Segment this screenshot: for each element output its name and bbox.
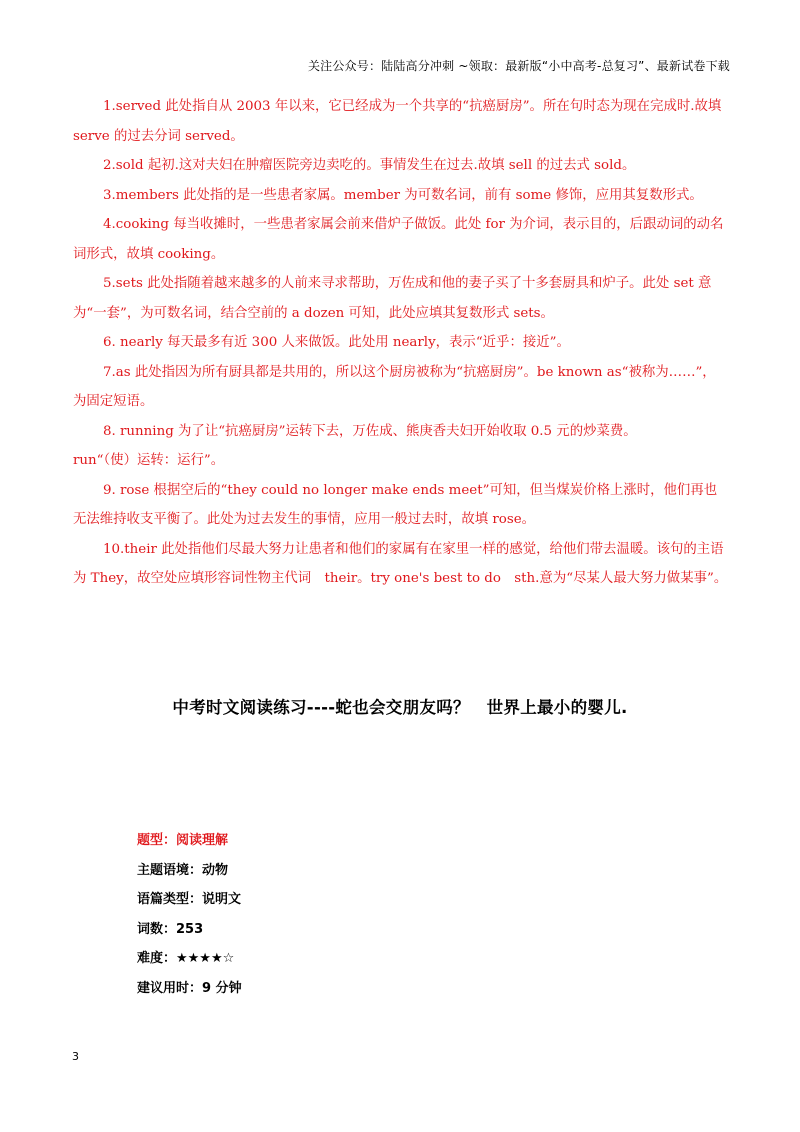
- answer-explanations: [73, 92, 728, 594]
- answer-item-1: 1.served 此处指自从 2003 年以来，它已经成为一个共享的“抗癌厨房”。所在句时态为现在完成时.故填 serve 的过去分词 served。: [73, 99, 722, 144]
- passage-info: [137, 826, 242, 1003]
- theme-context: 主题语境：动物: [137, 862, 229, 878]
- answer-item-10: 10.their 此处指他们尽最大努力让患者和他们的家属有在家里一样的感觉，给他们带去温暖。该句的主语为 They，故空处应填形容词性物主代词 their。try one's best to do sth.意为“尽某人最大努力做某事”。: [73, 541, 728, 586]
- difficulty-rating: 难度：★★★★☆: [137, 951, 235, 966]
- page-number: 3: [72, 1050, 79, 1063]
- question-type: 题型：阅读理解: [137, 833, 229, 848]
- section-title: 中考时文阅读练习----蛇也会交朋友吗？ 世界上最小的婴儿.: [172, 698, 628, 717]
- answer-item-9: 9. rose 根据空后的“they could no longer make ends meet”可知，但当煤炭价格上涨时，他们再也无法维持收支平衡了。此处为过去发生的事情，应用一般过去时，故填 rose。: [73, 482, 718, 527]
- answer-item-8: 8. running 为了让“抗癌厨房”运转下去，万佐成、熊庚香夫妇开始收取 0.5 元的炒菜费。: [103, 423, 637, 439]
- answer-item-3: 3.members 此处指的是一些患者家属。member 为可数名词，前有 some 修饰，应用其复数形式。: [103, 187, 703, 203]
- suggested-time: 建议用时：9 分钟: [137, 980, 242, 996]
- answer-item-8-note: run“（使）运转：运行”。: [73, 453, 225, 468]
- answer-item-6: 6. nearly 每天最多有近 300 人来做饭。此处用 nearly，表示“近乎：接近”。: [103, 335, 570, 350]
- page-header: 关注公众号：陆陆高分冲刺 ~领取：最新版“小中高考-总复习”、最新试卷下载: [307, 59, 730, 73]
- answer-item-5: 5.sets 此处指随着越来越多的人前来寻求帮助，万佐成和他的妻子买了十多套厨具和炉子。此处 set 意为“一套”，为可数名词，结合空前的 a dozen 可知，此处应填其复数形式 sets。: [73, 276, 712, 321]
- text-genre: 语篇类型：说明文: [137, 892, 242, 907]
- answer-item-4: 4.cooking 每当收摊时，一些患者家属会前来借炉子做饭。此处 for 为介词，表示目的，后跟动词的动名词形式，故填 cooking。: [73, 217, 724, 262]
- answer-item-7: 7.as 此处指因为所有厨具都是共用的，所以这个厨房被称为“抗癌厨房”。be known as“被称为……”，为固定短语。: [73, 364, 716, 409]
- word-count: 词数：253: [137, 921, 204, 937]
- answer-item-2: 2.sold 起初.这对夫妇在肿瘤医院旁边卖吃的。事情发生在过去.故填 sell 的过去式 sold。: [103, 158, 636, 173]
